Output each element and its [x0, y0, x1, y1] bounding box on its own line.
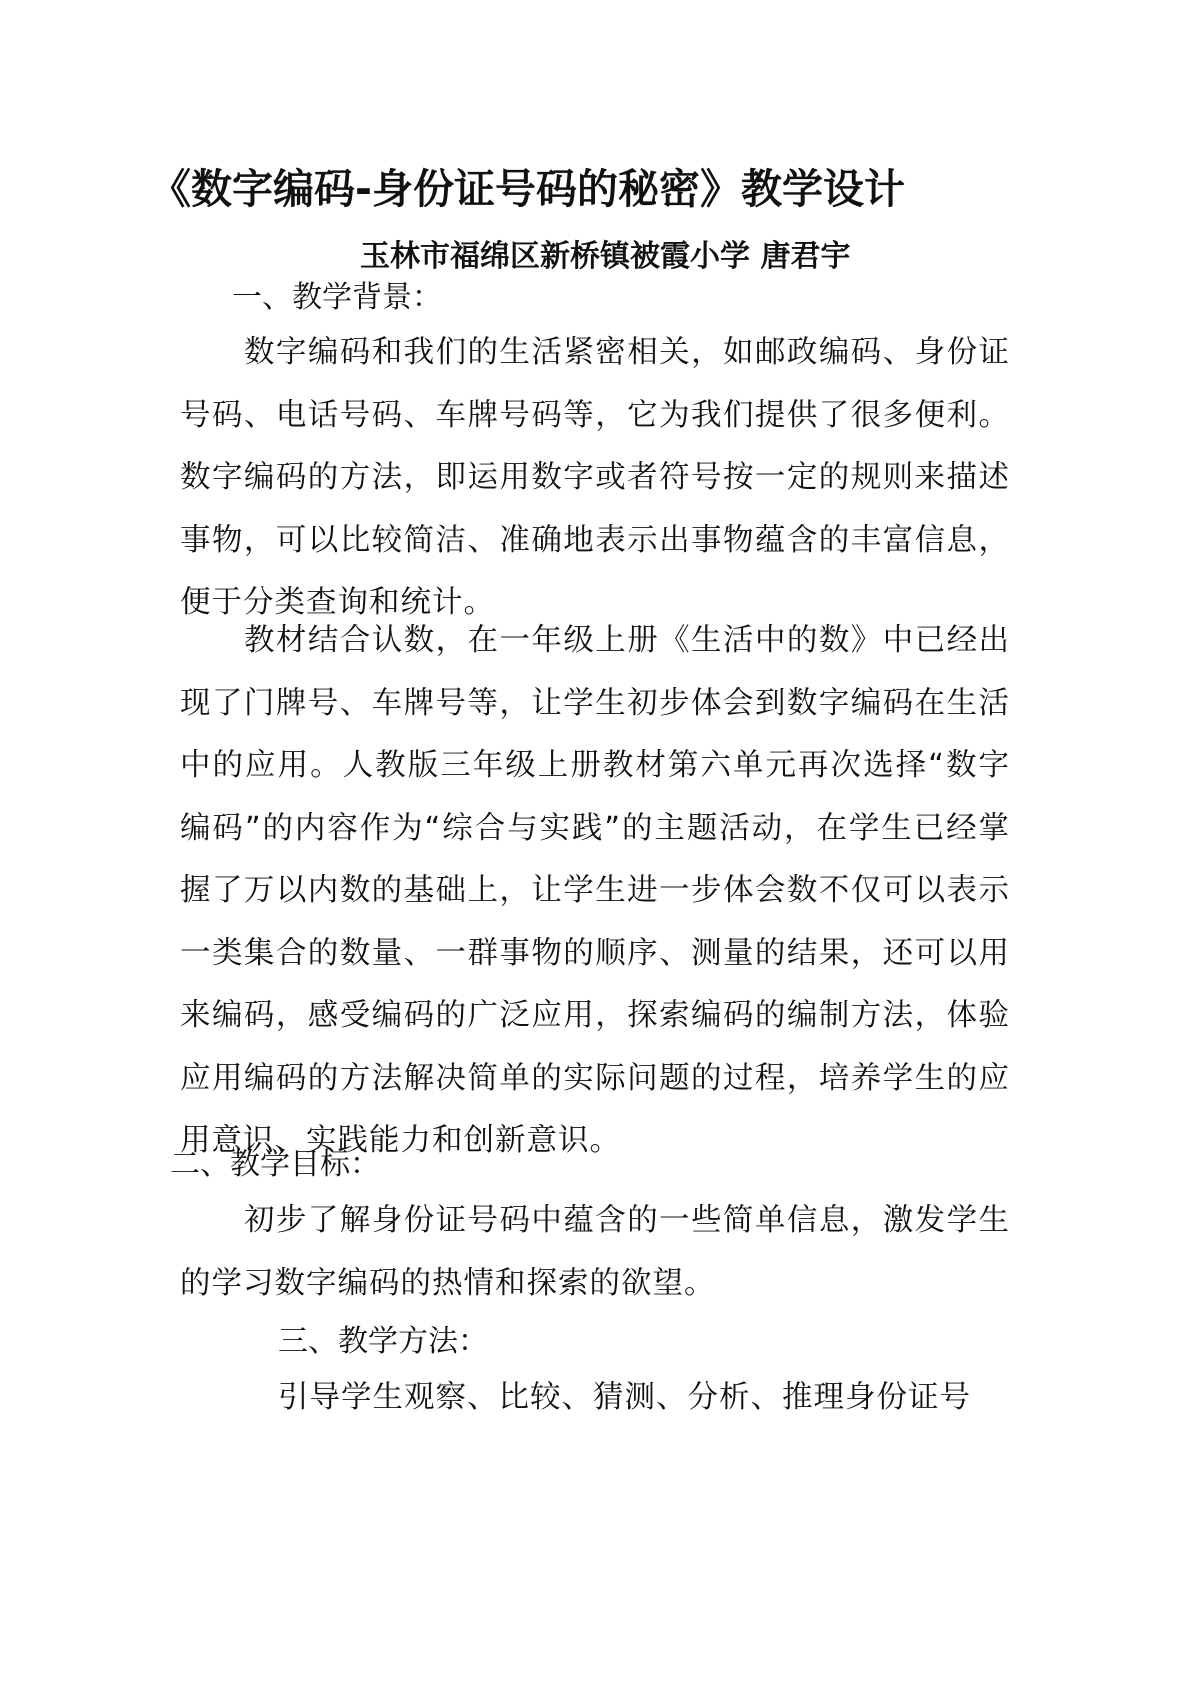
paragraph-goals: 初步了解身份证号码中蕴含的一些简单信息，激发学生的学习数字编码的热情和探索的欲望。: [180, 1203, 1010, 1301]
section-heading-background: 一、教学背景：: [232, 280, 442, 315]
paragraph-background-2: 教材结合认数，在一年级上册《生活中的数》中已经出现了门牌号、车牌号等，让学生初步体会到数字编码在生活中的应用。人教版三年级上册教材第六单元再次选择“数字编码”的内容作为“综合与实践”的主题活动，在学生已经掌握了万以内数的基础上，让学生进一步体会数不仅可以表示一类集合的数量、一群事物的顺序、测量的结果，还可以用来编码，感受编码的广泛应用，探索编码的编制方法，体验应用编码的方法解决简单的实际问题的过程，培养学生的应用意识、实践能力和创新意识。: [180, 623, 1010, 1158]
document-title: 《数字编码-身份证号码的秘密》教学设计: [150, 165, 906, 213]
paragraph-background-1: 数字编码和我们的生活紧密相关，如邮政编码、身份证号码、电话号码、车牌号码等，它为我们提供了很多便利。数字编码的方法，即运用数字或者符号按一定的规则来描述事物，可以比较简洁、准确地表示出事物蕴含的丰富信息，便于分类查询和统计。: [180, 335, 1010, 620]
section-heading-methods: 三、教学方法：: [278, 1324, 488, 1359]
author-line: 玉林市福绵区新桥镇被霞小学 唐君宇: [360, 239, 851, 274]
paragraph-methods: 引导学生观察、比较、猜测、分析、推理身份证号: [278, 1380, 971, 1415]
section-heading-goals: 二、教学目标：: [170, 1147, 380, 1182]
